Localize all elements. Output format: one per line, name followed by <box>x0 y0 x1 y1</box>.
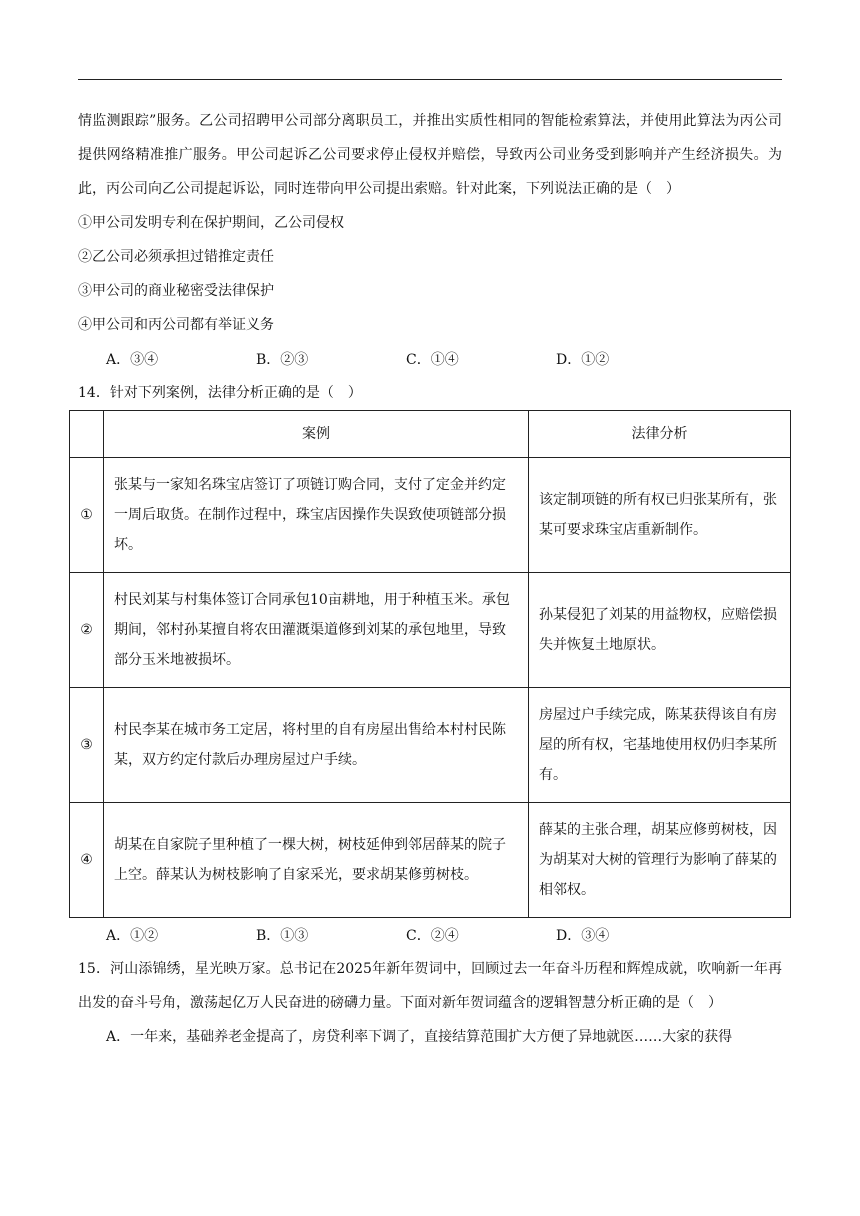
q13-statement-3: ③甲公司的商业秘密受法律保护 <box>78 283 274 299</box>
header-analysis: 法律分析 <box>529 411 791 458</box>
row-case: 胡某在自家院子里种植了一棵大树，树枝延伸到邻居薛某的院子上空。薛某认为树枝影响了自家采光，要求胡某修剪树枝。 <box>104 803 529 918</box>
q13-option-a[interactable]: A．③④ <box>106 352 159 368</box>
row-number: ② <box>70 573 104 688</box>
q13-option-c[interactable]: C．①④ <box>406 352 459 368</box>
row-number: ① <box>70 458 104 573</box>
q14-option-a[interactable]: A．①② <box>106 928 159 944</box>
row-analysis: 薛某的主张合理，胡某应修剪树枝，因为胡某对大树的管理行为影响了薛某的相邻权。 <box>529 803 791 918</box>
q15-option-a[interactable]: A．一年来，基础养老金提高了，房贷利率下调了，直接结算范围扩大方便了异地就医……大家的获得 <box>106 1029 733 1045</box>
q14-stem: 14．针对下列案例，法律分析正确的是（ ） <box>78 385 362 401</box>
row-analysis: 房屋过户手续完成，陈某获得该自有房屋的所有权，宅基地使用权仍归李某所有。 <box>529 688 791 803</box>
header-rule <box>78 79 782 80</box>
q13-continuation: 情监测跟踪”服务。乙公司招聘甲公司部分离职员工，并推出实质性相同的智能检索算法，并使用此算法为丙公司提供网络精准推广服务。甲公司起诉乙公司要求停止侵权并赔偿，导致丙公司业务受到影响并产生经济损失。为此，丙公司向乙公司提起诉讼，同时连带向甲公司提出索赔。针对此案，下列说法正确的是（ ） <box>78 113 782 197</box>
page-content <box>78 104 782 1054</box>
q14-options <box>78 918 782 952</box>
q13-option-b[interactable]: B．②③ <box>256 352 309 368</box>
row-case: 村民李某在城市务工定居，将村里的自有房屋出售给本村村民陈某，双方约定付款后办理房屋过户手续。 <box>104 688 529 803</box>
q14-option-b[interactable]: B．①③ <box>256 928 309 944</box>
row-case: 张某与一家知名珠宝店签订了项链订购合同，支付了定金并约定一周后取货。在制作过程中，珠宝店因操作失误致使项链部分损坏。 <box>104 458 529 573</box>
q14-option-d[interactable]: D．③④ <box>556 928 610 944</box>
header-case: 案例 <box>104 411 529 458</box>
row-case: 村民刘某与村集体签订合同承包10亩耕地，用于种植玉米。承包期间，邻村孙某擅自将农田灌溉渠道修到刘某的承包地里，导致部分玉米地被损坏。 <box>104 573 529 688</box>
q13-statement-4: ④甲公司和丙公司都有举证义务 <box>78 317 274 333</box>
header-num-cell <box>70 411 104 458</box>
q15-stem: 15．河山添锦绣，星光映万家。总书记在2025年新年贺词中，回顾过去一年奋斗历程和辉煌成就，吹响新一年再出发的奋斗号角，激荡起亿万人民奋进的磅礴力量。下面对新年贺词蕴含的逻辑智慧分析正确的是（ ） <box>78 961 782 1011</box>
row-number: ④ <box>70 803 104 918</box>
row-analysis: 该定制项链的所有权已归张某所有，张某可要求珠宝店重新制作。 <box>529 458 791 573</box>
q14-option-c[interactable]: C．②④ <box>406 928 459 944</box>
table-header-row <box>70 411 791 458</box>
table-row <box>70 458 791 573</box>
q13-statement-2: ②乙公司必须承担过错推定责任 <box>78 249 274 265</box>
table-row <box>70 573 791 688</box>
q13-statement-1: ①甲公司发明专利在保护期间，乙公司侵权 <box>78 215 344 231</box>
table-row <box>70 688 791 803</box>
row-number: ③ <box>70 688 104 803</box>
table-row <box>70 803 791 918</box>
q13-option-d[interactable]: D．①② <box>556 352 610 368</box>
q14-case-table <box>69 410 791 918</box>
row-analysis: 孙某侵犯了刘某的用益物权，应赔偿损失并恢复土地原状。 <box>529 573 791 688</box>
q13-options <box>78 342 782 376</box>
